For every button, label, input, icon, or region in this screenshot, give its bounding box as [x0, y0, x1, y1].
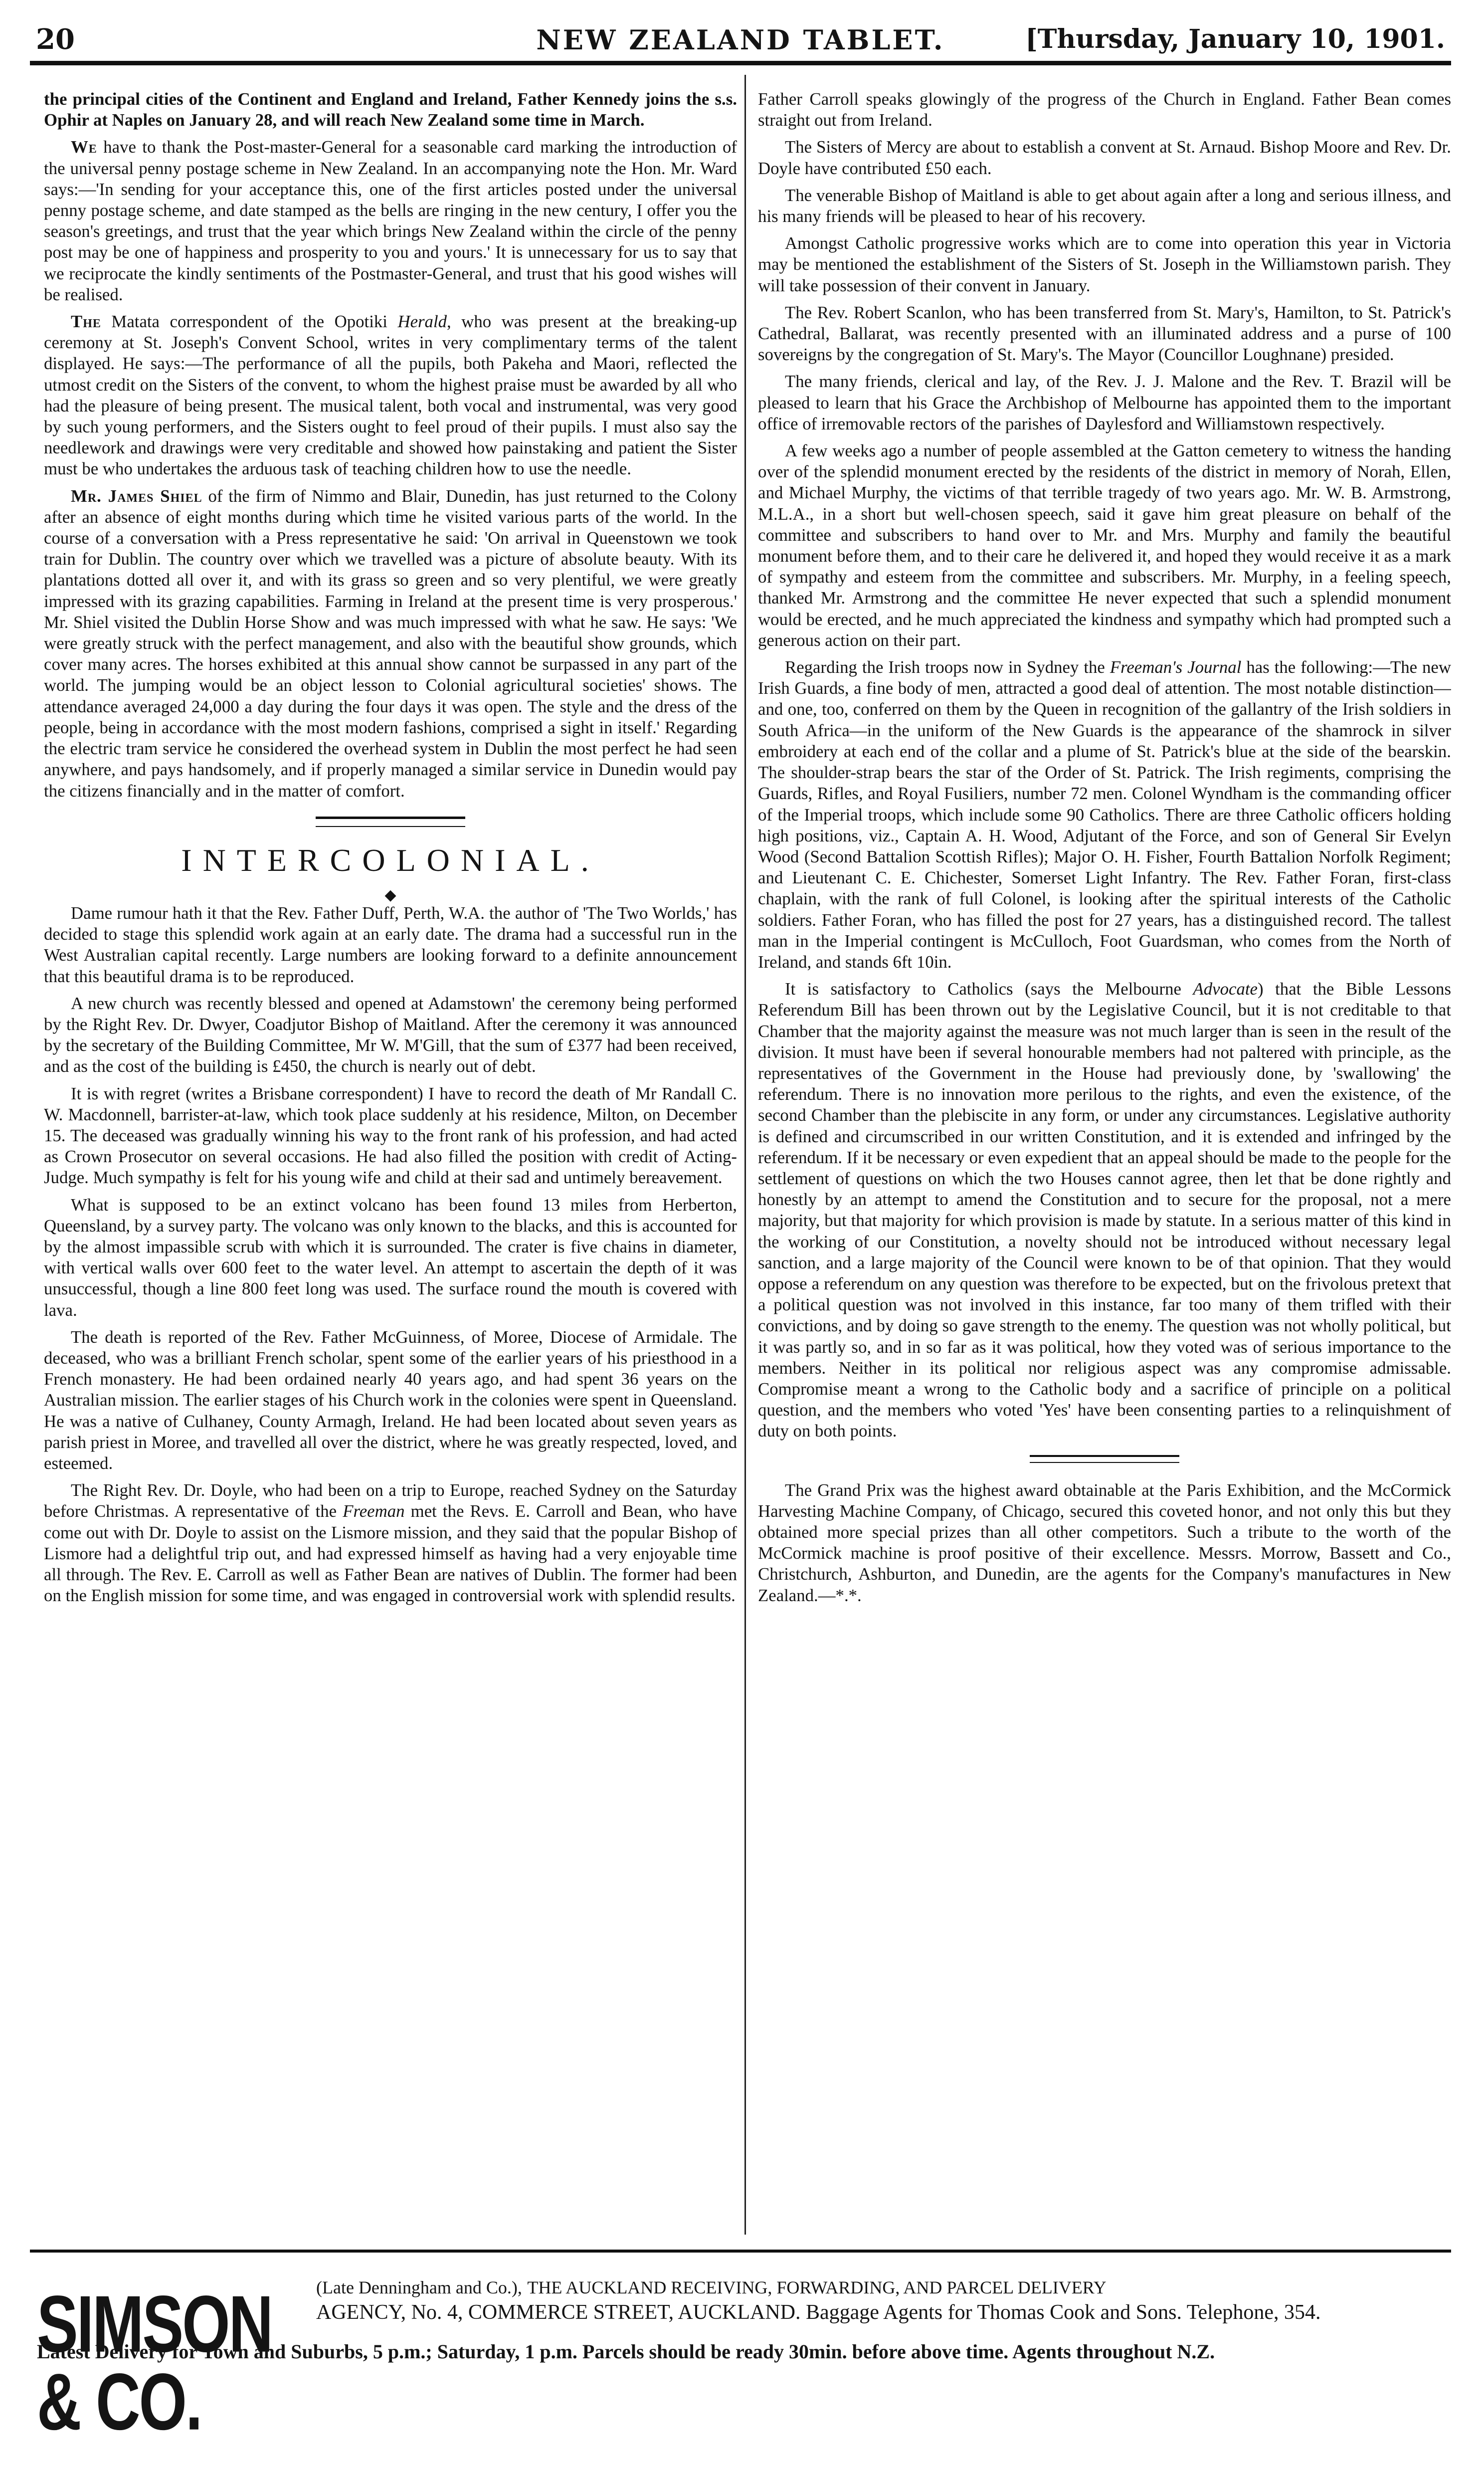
advertisement-footer: Latest Delivery for Town and Suburbs, 5 p.m.; Saturday, 1 p.m. Parcels should be ready 30min. before above time. Agents throughout N.Z. [37, 2340, 1215, 2363]
publication-name: Advocate [1193, 979, 1258, 999]
publication-name: Freeman's Journal [1110, 657, 1242, 677]
paragraph: the principal cities of the Continent and England and Ireland, Father Kennedy joins the s.s. Ophir at Naples on January 28, and will reach New Zealand some time in March. [44, 89, 737, 130]
paragraph [44, 311, 737, 480]
paragraph-text: Regarding the Irish troops now in Sydney the [785, 657, 1105, 677]
diamond-ornament-icon: ◆ [384, 886, 396, 903]
paragraph-text: , who was present at the breaking-up ceremony at St. Joseph's Convent School, writes in very complimentary terms of the talent displayed. He says:—The performance of all the pupils, both Pakeha and Maori, reflected the utmost credit on the Sisters of the convent, to whom the highest praise must be awarded by all who had the pleasure of being present. The musical talent, both vocal and instrumental, was very good by such young performers, and the Sisters ought to feel proud of their pupils. I must also say the needlework and drawings were very creditable and showed how painstaking and patient the Sister must be who undertakes the arduous task of teaching children how to use the needle. [44, 312, 737, 479]
advertisement [37, 2275, 1448, 2447]
advertisement-lines [316, 2275, 1448, 2325]
advertisement-line: AGENCY, No. 4, COMMERCE STREET, AUCKLAND. Baggage Agents for Thomas Cook and Sons. Telephone, 354. [316, 2301, 1321, 2324]
section-rule [316, 817, 465, 827]
paragraph-lead: The [71, 312, 101, 332]
paragraph: The Rev. Robert Scanlon, who has been transferred from St. Mary's, Hamilton, to St. Patrick's Cathedral, Ballarat, was recently presented with an illuminated address and a purse of 100 sovereigns by the congregation of St. Mary's. The Mayor (Councillor Loughnane) presided. [758, 302, 1451, 365]
section-heading-block [44, 817, 737, 903]
paragraph: What is supposed to be an extinct volcano has been found 13 miles from Herberton, Queensland, by a survey party. The volcano was only known to the blacks, and this is accounted for by the almost impassible scrub with which it is surrounded. The crater is five chains in diameter, with vertical walls over 600 feet to the water level. An attempt to ascertain the depth of it was unsuccessful, though a line 800 feet long was used. The surface round the mouth is covered with lava. [44, 1195, 737, 1320]
page-header [30, 14, 1451, 60]
paragraph [44, 137, 737, 305]
issue-date: [Thursday, January 10, 1901. [1025, 24, 1445, 54]
paragraph: A few weeks ago a number of people assembled at the Gatton cemetery to witness the handing over of the splendid monument erected by the residents of the district in memory of Norah, Ellen, and Michael Murphy, the victims of that terrible tragedy of two years ago. Mr. W. B. Armstrong, M.L.A., in a short but well-chosen speech, said it gave him great pleasure on behalf of the committee and subscribers to hand over to Mr. and Mrs. Murphy and family the beautiful monument before them, and to their care he delivered it, and hoped they would receive it as a mark of sympathy and esteem from the committee and subscribers. Mr. Murphy, in a feeling speech, thanked Mr. Armstrong and the committee He never expected that such a splendid monument would be erected, and he much appreciated the kindness and sympathy which had prompted such a generous action on their part. [758, 441, 1451, 650]
paragraph-text: It is satisfactory to Catholics (says the Melbourne [785, 979, 1181, 999]
paragraph: It is with regret (writes a Brisbane correspondent) I have to record the death of Mr Randall C. W. Macdonnell, barrister-at-law, which took place suddenly at his residence, Milton, on December 15. The deceased was gradually winning his way to the front rank of his profession, and had acted as Crown Prosecutor on several occasions. He had also filled the position with credit of Acting-Judge. Much sympathy is felt for his young wife and child at their sad and untimely bereavement. [44, 1083, 737, 1188]
paragraph: The many friends, clerical and lay, of the Rev. J. J. Malone and the Rev. T. Brazil will be pleased to learn that his Grace the Archbishop of Melbourne has appointed them to the important office of irremovable rectors of the parishes of Daylesford and Williamstown respectively. [758, 372, 1451, 433]
paragraph [758, 657, 1451, 973]
paragraph: Amongst Catholic progressive works which are to come into operation this year in Victoria may be mentioned the establishment of the Sisters of St. Joseph in the Williamstown parish. They will take possession of their convent in January. [758, 233, 1451, 295]
advertisement-rule [30, 2250, 1451, 2253]
paragraph-text: met the Revs. E. Carroll and Bean, who have come out with Dr. Doyle to assist on the Lismore mission, and they said that the popular Bishop of Lismore had a delightful trip out, and had expressed himself as having had a very enjoyable time all through. The Rev. E. Carroll as well as Father Bean are natives of Dublin. The former had been on the English mission for some time, and was engaged in controversial work with splendid results. [44, 1501, 737, 1606]
section-rule [1030, 1455, 1179, 1463]
paragraph-text: have to thank the Post-master-General for a seasonable card marking the introduction of the universal penny postage scheme in New Zealand. In an accompanying note the Hon. Mr. Ward says:—'In sending for your acceptance this, one of the first articles posted under the universal penny postage scheme, and date stamped as the bells are ringing in the new century, I offer you the season's greetings, and trust that the year which brings New Zealand within the circle of the penny post may be one of happiness and prosperity to you and yours.' It is unnecessary for us to say that we reciprocate the kindly sentiments of the Postmaster-General, and trust that his good wishes will be realised. [44, 137, 737, 304]
paragraph: The Sisters of Mercy are about to establish a convent at St. Arnaud. Bishop Moore and Rev. Dr. Doyle have contributed £50 each. [758, 137, 1451, 178]
paragraph-lead: Mr. James Shiel [71, 486, 202, 506]
paragraph [758, 979, 1451, 1442]
paragraph-text: Matata correspondent of the Opotiki [111, 312, 387, 332]
header-rule [30, 61, 1451, 65]
paragraph-text: The Right Rev. Dr. Doyle, who had been on a trip to Europe, reached Sydney on the Saturday before Christmas. A representative of the [44, 1480, 737, 1521]
publication-name: Herald [397, 312, 447, 332]
paragraph: Dame rumour hath it that the Rev. Father Duff, Perth, W.A. the author of 'The Two Worlds,' has decided to stage this splendid work again at an early date. The drama had a successful run in the West Australian capital recently. Large numbers are looking forward to a definite announcement that this beautiful drama is to be reproduced. [44, 903, 737, 986]
advertiser-logo: SIMSON & CO. [37, 2279, 272, 2447]
paragraph: Father Carroll speaks glowingly of the progress of the Church in England. Father Bean comes straight out from Ireland. [758, 89, 1451, 130]
paragraph [44, 486, 737, 802]
advertisement-text: THE AUCKLAND RECEIVING, FORWARDING, AND PARCEL DELIVERY [527, 2277, 1107, 2297]
paragraph-text: of the firm of Nimmo and Blair, Dunedin, has just returned to the Colony after an absence of eight months during which time he visited various parts of the world. In the course of a conversation with a Press representative he said: 'On arrival in Queenstown we took train for Dublin. The country over which we travelled was a picture of absolute beauty. With its plantations dotted all over it, and with its grass so green and so very plentiful, we were greatly impressed with its grazing capabilities. Farming in Ireland at the present time is very prosperous.' Mr. Shiel visited the Dublin Horse Show and was much impressed with what he saw. He says: 'We were greatly struck with the perfect management, and also with the beautiful show grounds, which cover many acres. The horses exhibited at this annual show cannot be surpassed in any part of the world. The jumping would be an object lesson to Colonial agricultural societies' shows. The attendance averaged 24,000 a day during the four days it was open. The style and the dress of the people, being in accordance with the most modern fashions, comprised a sight in itself.' Regarding the electric tram service he considered the overhead system in Dublin the most perfect he had seen anywhere, and pays handsomely, and if properly managed a similar service in Dunedin would pay the citizens financially and in the matter of comfort. [44, 486, 737, 801]
paragraph: The venerable Bishop of Maitland is able to get about again after a long and serious illness, and his many friends will be pleased to hear of his recovery. [758, 185, 1451, 226]
right-column [758, 89, 1451, 1750]
advertisement-line [316, 2275, 1448, 2300]
paragraph: A new church was recently blessed and opened at Adamstown' the ceremony being performed by the Right Rev. Dr. Dwyer, Coadjutor Bishop of Maitland. After the ceremony it was announced by the secretary of the Building Committee, Mr W. M'Gill, that the sum of £377 had been received, and as the cost of the building is £450, the church is nearly out of debt. [44, 993, 737, 1076]
paragraph-text: has the following:—The new Irish Guards, a fine body of men, attracted a good deal of attention. The most notable distinction—and one, too, conferred on them by the Queen in recognition of the gallantry of the Irish soldiers in South Africa—in the uniform of the New Guards is the appearance of the shamrock in silver embroidery at each end of the collar and a plume of St. Patrick's blue at the side of the bearskin. The shoulder-strap bears the star of the Order of St. Patrick. The Irish regiments, comprising the Guards, Rifles, and Royal Fusiliers, number 72 men. Colonel Wyndham is the commanding officer of the Imperial troops, which include some 90 Catholics. There are three Catholic officers holding high positions, viz., Captain A. H. Wood, Adjutant of the Force, and son of General Sir Evelyn Wood (Second Battalion Scottish Rifles); Major O. H. Fisher, Fourth Battalion Norfolk Regiment; and Lieutenant C. E. Chichester, Somerset Light Infantry. The Rev. Father Foran, first-class chaplain, with the rank of full Colonel, is looking after the spiritual interests of the Catholic soldiers. Father Foran, who has filled the post for 27 years, has a distinguished record. The tallest man in the Imperial contingent is McCulloch, Foot Guardsman, who comes from the North of Ireland, and stands 6ft 10in. [758, 657, 1451, 972]
paragraph: The Grand Prix was the highest award obtainable at the Paris Exhibition, and the McCormick Harvesting Machine Company, of Chicago, secured this coveted honor, and not only this but they obtained more special prizes than all other competitors. Such a tribute to the worth of the McCormick machine is proof positive of their excellence. Messrs. Morrow, Bassett and Co., Christchurch, Ashburton, and Dunedin, are the agents for the Company's manufactures in New Zealand.—*.*. [758, 1480, 1451, 1605]
left-column [44, 89, 737, 1750]
publication-name: Freeman [343, 1501, 405, 1521]
advertisement-small-text: (Late Denningham and Co.), [316, 2277, 522, 2297]
masthead-title: NEW ZEALAND TABLET. [536, 24, 945, 56]
page-number: 20 [36, 23, 75, 56]
paragraph-text: ) that the Bible Lessons Referendum Bill has been thrown out by the Legislative Council, but it is not creditable to that Chamber that the majority against the measure was not much larger than is seen in the result of the division. It must have been if several honourable members had not paltered with principle, as the representatives of the Government in the House had previously done, by 'swallowing' the referendum. There is no innovation more perilous to the rights, and even the existence, of the second Chamber than the plebiscite in any form, or under any circumstances. Legislative authority is defined and circumscribed in our written Constitution, and it is extended and infringed by the referendum. If it be necessary or even expedient that an appeal should be made to the people for the settlement of questions on which the two Houses cannot agree, then let that be done rightly and honestly by an attempt to amend the Constitution and to secure for the proposal, not a mere majority, but that majority for which provision is made by statute. In a serious matter of this kind in the working of our Constitution, a novelty should not be introduced without necessary legal sanction, and a large majority of the Council were known to be of that opinion. That they would oppose a referendum on any question was therefore to be expected, but on the frivolous pretext that a political question was not involved in this instance, far too many of them trifled with their convictions, and by doing so gave strength to the enemy. The question was not wholly political, but it was partly so, and in so far as it was political, how they voted was of serious importance to the members. Neither in its political nor religious aspect was any compromise admissable. Compromise meant a wrong to the Catholic body and a sacrifice of principle on a political question, and the members who voted 'Yes' have been consenting parties to a relinquishment of duty on both points. [758, 979, 1451, 1441]
paragraph-lead: We [71, 137, 97, 157]
paragraph [44, 1480, 737, 1606]
paragraph: The death is reported of the Rev. Father McGuinness, of Moree, Diocese of Armidale. The deceased, who was a brilliant French scholar, spent some of the earlier years of his priesthood in a French monastery. He had been ordained nearly 40 years ago, and had spent 36 years on the Australian mission. The earlier stages of his Church work in the colonies were spent in Queensland. He was a native of Culhaney, County Armagh, Ireland. He had been located about seven years as parish priest in Moree, and travelled all over the district, where he was greatly respected, loved, and esteemed. [44, 1327, 737, 1473]
column-divider [744, 75, 746, 2235]
section-title: INTERCOLONIAL. [181, 842, 600, 878]
